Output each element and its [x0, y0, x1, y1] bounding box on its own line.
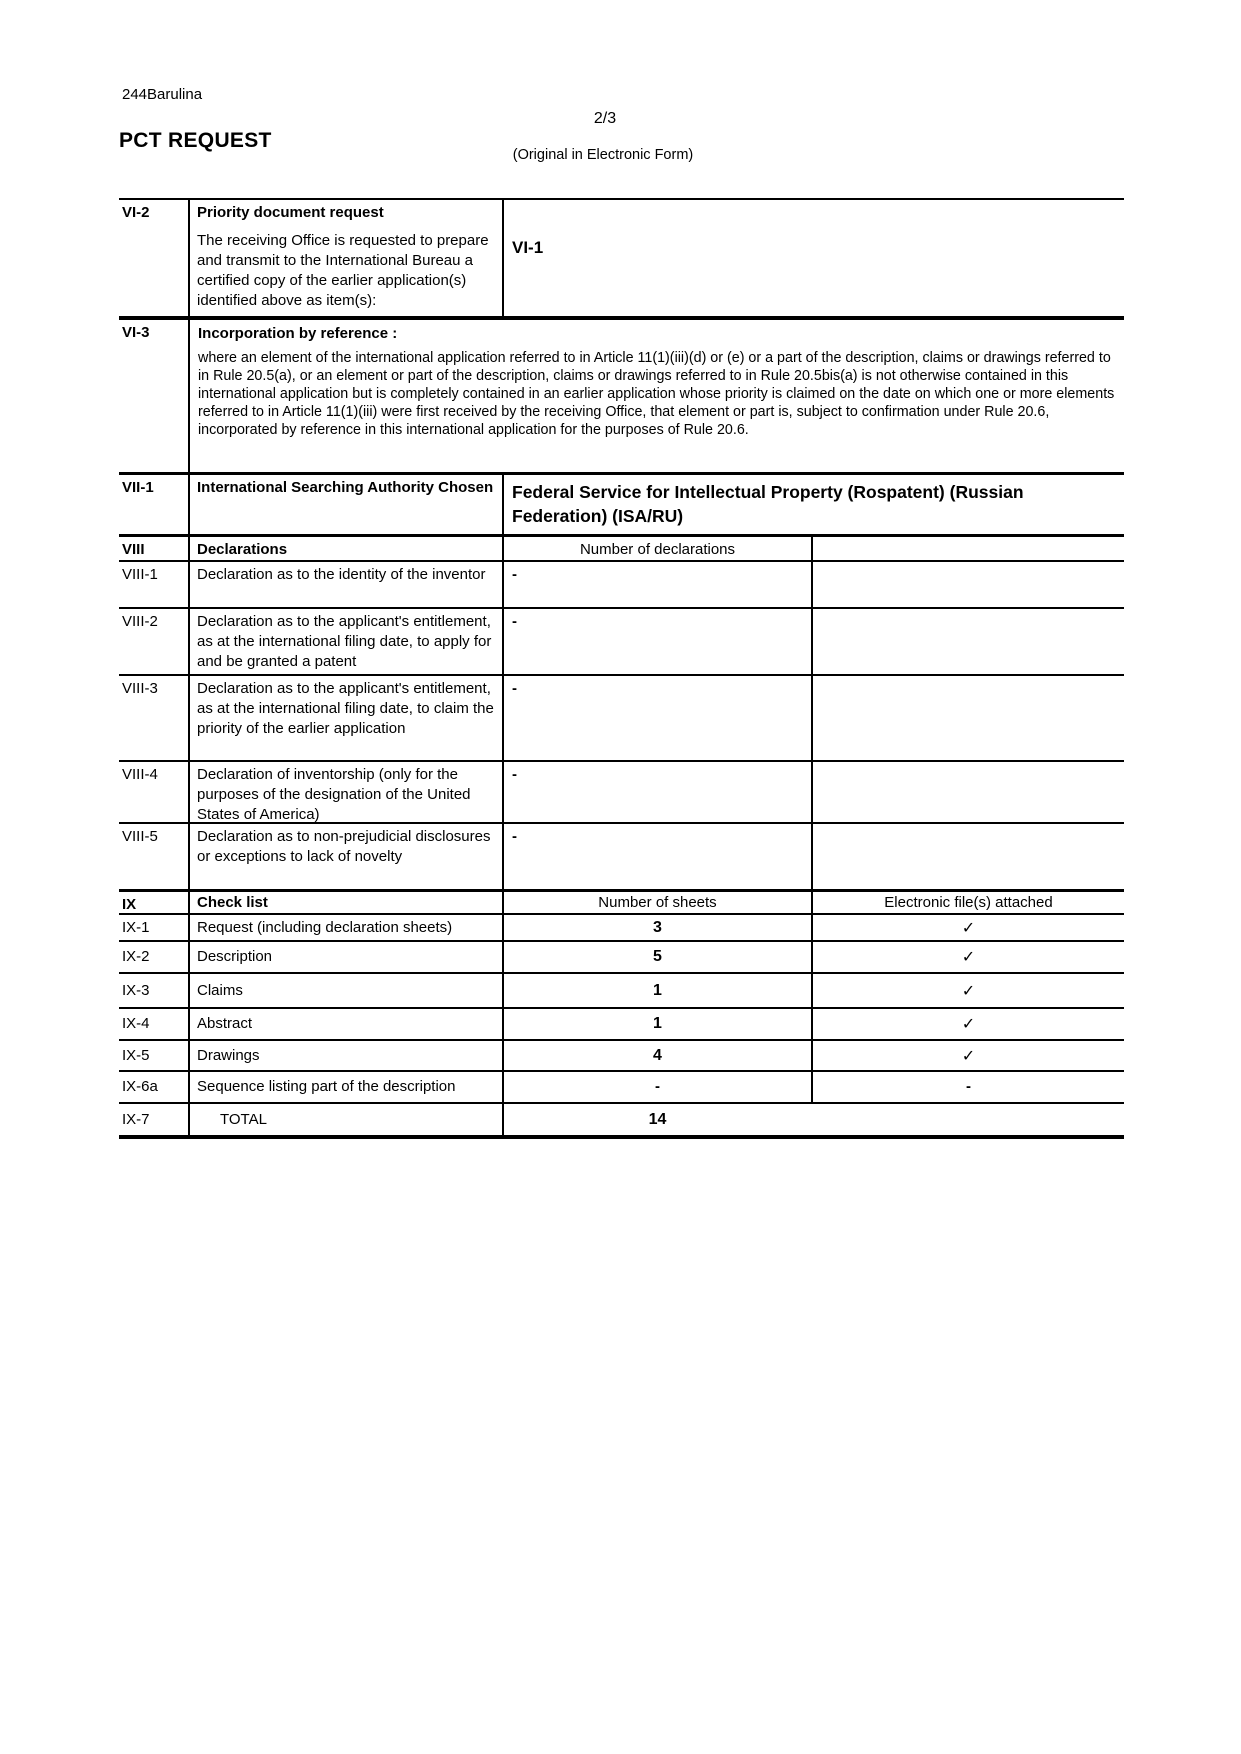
table-row-viii4: [119, 762, 1124, 824]
number-of-sheets-value: 3: [502, 915, 811, 940]
table-row-viii3: [119, 676, 1124, 762]
declaration-label: Declaration of inventorship (only for the purposes of the designation of the United States of America): [188, 762, 502, 822]
table-row-ix4: [119, 1009, 1124, 1041]
number-of-sheets-value: -: [502, 1072, 811, 1102]
attached-value: -: [811, 1072, 1124, 1102]
page-subtitle: (Original in Electronic Form): [512, 147, 694, 163]
check-list-item-label: Abstract: [188, 1009, 502, 1039]
document-reference: 244Barulina: [122, 86, 203, 103]
empty-cell: [811, 609, 1124, 674]
empty-cell: [811, 824, 1124, 889]
table-row-vi3: [119, 320, 1124, 475]
number-of-sheets-value: 1: [502, 1009, 811, 1039]
check-list-item-label: Sequence listing part of the description: [188, 1072, 502, 1102]
checkmark-icon: ✓: [811, 942, 1124, 972]
declaration-count: -: [502, 676, 811, 760]
checkmark-icon: ✓: [811, 974, 1124, 1007]
declaration-label: Declaration as to the applicant's entitlement, as at the international filing date, to claim the priority of the earlier application: [188, 676, 502, 760]
row-id: IX-4: [122, 1015, 150, 1032]
declaration-label: Declaration as to the identity of the inventor: [188, 562, 502, 607]
page-number: 2/3: [593, 110, 617, 127]
row-id: IX-2: [122, 948, 150, 965]
empty-cell: [811, 1104, 1124, 1135]
table-row-viii5: [119, 824, 1124, 892]
declaration-count: -: [502, 762, 811, 822]
total-sheets-value: 14: [502, 1104, 811, 1135]
declaration-count: -: [502, 824, 811, 889]
row-id: VIII-4: [122, 766, 158, 783]
declaration-label: Declaration as to non-prejudicial disclosures or exceptions to lack of novelty: [188, 824, 502, 889]
check-list-item-label: Description: [188, 942, 502, 972]
row-id: VIII-3: [122, 680, 158, 697]
row-id: IX-7: [122, 1110, 150, 1128]
row-id: VIII: [122, 541, 145, 558]
row-id: IX-1: [122, 918, 150, 936]
table-row-ix6a: [119, 1072, 1124, 1104]
row-id: VIII-2: [122, 613, 158, 630]
table-row-viii2: [119, 609, 1124, 676]
row-id: VIII-5: [122, 828, 158, 845]
table-row-ix1: [119, 915, 1124, 942]
table-row-vii1: [119, 475, 1124, 537]
table-row-viii1: [119, 562, 1124, 609]
check-list-item-label: Claims: [188, 974, 502, 1007]
declaration-count: -: [502, 609, 811, 674]
checkmark-icon: ✓: [811, 1041, 1124, 1070]
table-row-ix-header: [119, 892, 1124, 915]
number-of-sheets-value: 4: [502, 1041, 811, 1070]
declaration-count: -: [502, 562, 811, 607]
priority-document-request-body: The receiving Office is requested to prepare and transmit to the International Bureau a certified copy of the earlier application(s) identified above as item(s):: [197, 232, 489, 309]
priority-document-request-cell: [188, 200, 502, 316]
checkmark-icon: ✓: [811, 915, 1124, 940]
declaration-label: Declaration as to the applicant's entitlement, as at the international filing date, to apply for and be granted a patent: [188, 609, 502, 674]
isa-chosen-heading: International Searching Authority Chosen: [188, 475, 502, 534]
priority-document-request-value: VI-1: [502, 200, 1124, 316]
electronic-files-attached-header: Electronic file(s) attached: [811, 892, 1124, 913]
incorporation-by-reference-body: where an element of the international application referred to in Article 11(1)(iii)(d) or (e) or a part of the description, claims or drawings referred to in Rule 20.5(a), or an element or part of the description, claims or drawings referred to in Rule 20.5bis(a) is not otherwise contained in this international application but is completely contained in an earlier application whose priority is claimed on the date on which one or more elements referred to in Article 11(1)(iii) were first received by the receiving Office, that element or part is, subject to confirmation under Rule 20.6, incorporated by reference in this international application for the purposes of Rule 20.6.: [198, 350, 1115, 438]
row-id: IX-5: [122, 1046, 150, 1064]
isa-chosen-value: Federal Service for Intellectual Property (Rospatent) (Russian Federation) (ISA/RU): [502, 475, 1124, 534]
row-id: VI-2: [122, 204, 150, 221]
table-row-ix2: [119, 942, 1124, 974]
total-label: TOTAL: [188, 1104, 502, 1135]
table-row-viii-header: [119, 537, 1124, 562]
declarations-heading: Declarations: [188, 537, 502, 560]
incorporation-by-reference-cell: [188, 320, 1124, 472]
number-of-sheets-header: Number of sheets: [502, 892, 811, 913]
page-title: PCT REQUEST: [119, 129, 272, 152]
table-row-ix7-total: [119, 1104, 1124, 1139]
number-of-sheets-value: 5: [502, 942, 811, 972]
priority-document-request-heading: Priority document request: [197, 204, 384, 221]
check-list-item-label: Request (including declaration sheets): [188, 915, 502, 940]
number-of-sheets-value: 1: [502, 974, 811, 1007]
empty-cell: [811, 762, 1124, 822]
empty-cell: [811, 676, 1124, 760]
check-list-item-label: Drawings: [188, 1041, 502, 1070]
pct-request-form-table: [119, 198, 1124, 1139]
row-id: IX-6a: [122, 1078, 158, 1095]
row-id: IX-3: [122, 981, 150, 999]
empty-cell: [811, 562, 1124, 607]
table-row-vi2: [119, 200, 1124, 320]
table-row-ix3: [119, 974, 1124, 1009]
checkmark-icon: ✓: [811, 1009, 1124, 1039]
row-id: VIII-1: [122, 566, 158, 583]
number-of-declarations-header: Number of declarations: [502, 537, 811, 560]
row-id: IX: [122, 896, 137, 913]
empty-cell: [811, 537, 1124, 560]
incorporation-by-reference-heading: Incorporation by reference :: [198, 325, 398, 342]
row-id: VI-3: [122, 324, 150, 341]
check-list-heading: Check list: [188, 892, 502, 913]
table-row-ix5: [119, 1041, 1124, 1072]
row-id: VII-1: [122, 479, 154, 496]
